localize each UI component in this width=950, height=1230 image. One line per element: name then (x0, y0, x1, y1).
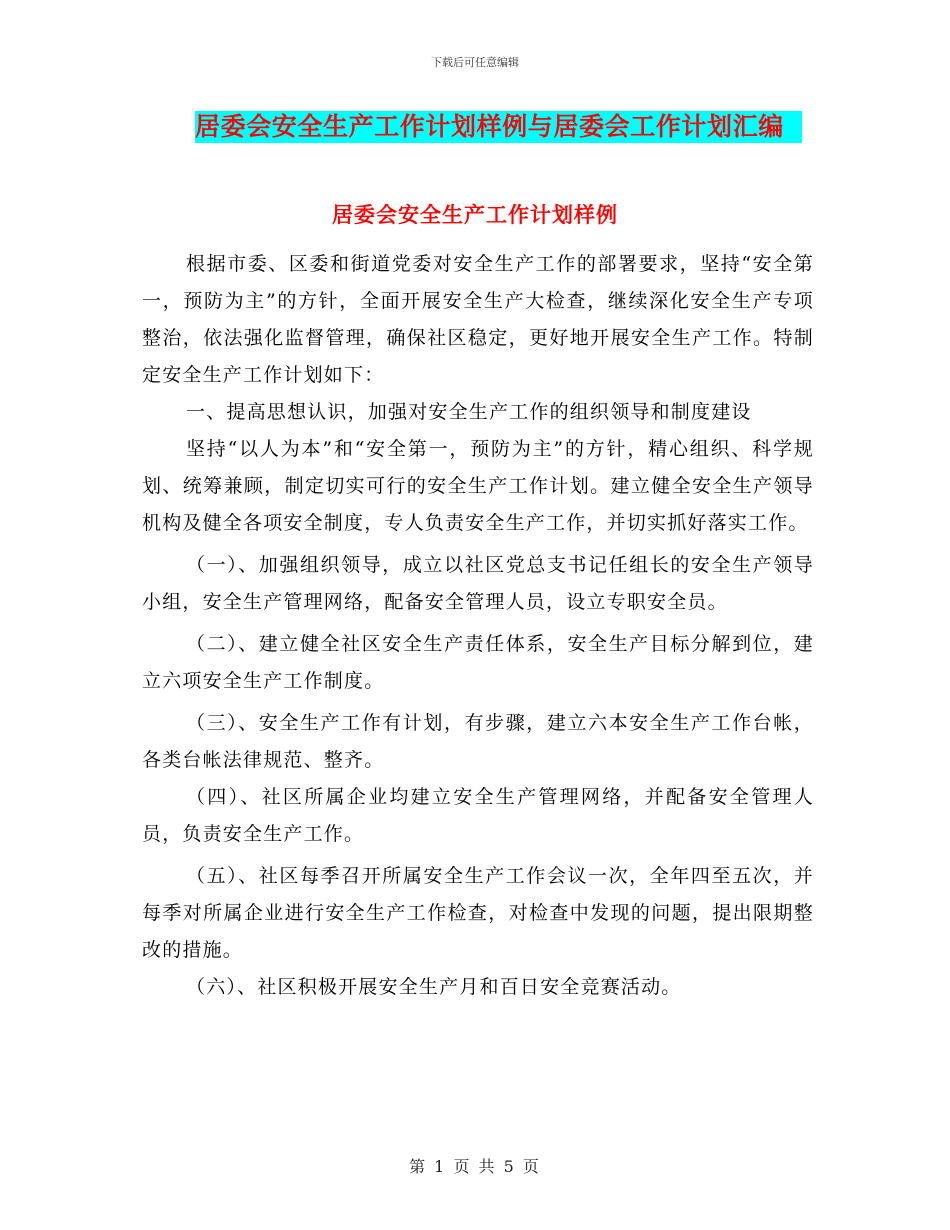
section-title: 居委会安全生产工作计划样例 (332, 203, 618, 227)
list-item: （四）、社区所属企业均建立安全生产管理网络，并配备安全管理人员，负责安全生产工作。 (142, 786, 814, 845)
document-body (142, 246, 814, 1006)
list-item: （二）、建立健全社区安全生产责任体系，安全生产目标分解到位，建立六项安全生产工作制度。 (142, 633, 814, 692)
list-item: （六）、社区积极开展安全生产月和百日安全竞赛活动。 (186, 976, 682, 998)
intro-paragraph: 根据市委、区委和街道党委对安全生产工作的部署要求，坚持“安全第一，预防为主”的方针，全面开展安全生产大检查，继续深化安全生产专项整治，依法强化监督管理，确保社区稳定，更好地开展安全生产工作。特制定安全生产工作计划如下： (142, 253, 814, 386)
heading-item-one: 一、提高思想认识，加强对安全生产工作的组织领导和制度建设 (186, 401, 752, 423)
main-title-highlight (195, 111, 802, 143)
list-item: （三）、安全生产工作有计划，有步骤，建立六本安全生产工作台帐，各类台帐法律规范、整齐。 (142, 712, 814, 771)
principle-paragraph: 坚持“以人为本”和“安全第一，预防为主”的方针，精心组织、科学规划、统筹兼顾，制定切实可行的安全生产工作计划。建立健全安全生产领导机构及健全各项安全制度，专人负责安全生产工作，并切实抓好落实工作。 (142, 438, 814, 534)
list-item: （五）、社区每季召开所属安全生产工作会议一次，全年四至五次，并每季对所属企业进行安全生产工作检查，对检查中发现的问题，提出限期整改的措施。 (142, 865, 814, 961)
main-title: 居委会安全生产工作计划样例与居委会工作计划汇编 (195, 112, 784, 141)
list-item: （一）、加强组织领导，成立以社区党总支书记任组长的安全生产领导小组，安全生产管理网络，配备安全管理人员，设立专职安全员。 (142, 554, 814, 613)
page-number: 第 1 页 共 5 页 (409, 1157, 541, 1176)
page-header-note: 下载后可任意编辑 (431, 56, 519, 69)
